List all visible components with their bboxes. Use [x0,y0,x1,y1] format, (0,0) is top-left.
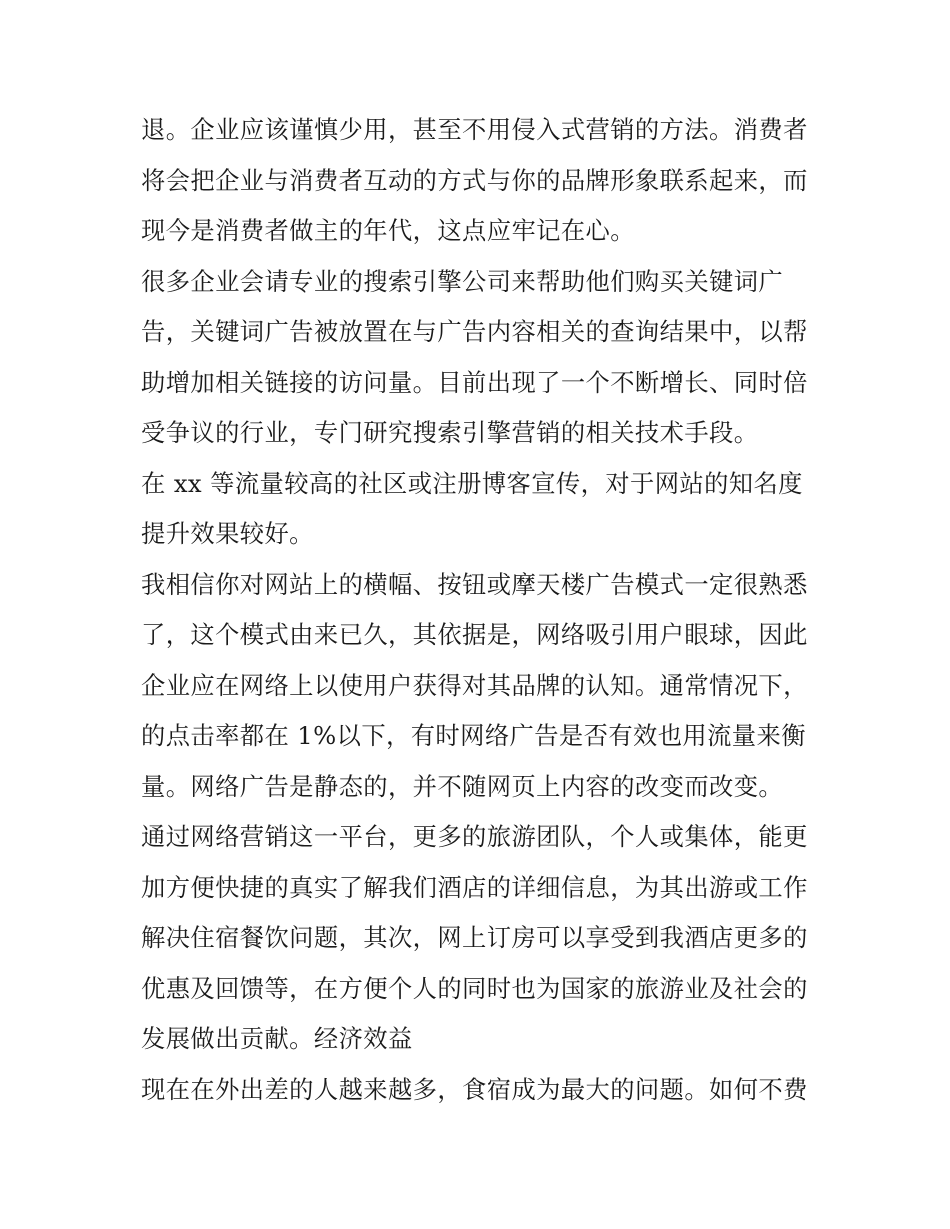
text-line: 我相信你对网站上的横幅、按钮或摩天楼广告模式一定很熟悉 [141,569,808,599]
text-line: 现今是消费者做主的年代，这点应牢记在心。 [141,216,635,245]
paragraph-5 [141,812,821,1065]
text-line: 受争议的行业，专门研究搜索引擎营销的相关技术手段。 [141,418,759,447]
text-line: 加方便快捷的真实了解我们酒店的详细信息，为其出游或工作 [141,872,808,902]
paragraph-3 [141,459,821,560]
text-line: 了，这个模式由来已久，其依据是，网络吸引用户眼球，因此 [141,620,808,649]
text-line: 退。企业应该谨慎少用，甚至不用侵入式营销的方法。消费者 [141,115,808,144]
text-line: 优惠及回馈等，在方便个人的同时也为国家的旅游业及社会的 [141,973,808,1003]
text-line: 将会把企业与消费者互动的方式与你的品牌形象联系起来，而 [141,165,808,195]
text-line: 助增加相关链接的访问量。目前出现了一个不断增长、同时倍 [141,367,808,397]
text-line: 现在在外出差的人越来越多，食宿成为最大的问题。如何不费 [141,1074,808,1104]
text-line: 很多企业会请专业的搜索引擎公司来帮助他们购买关键词广 [141,266,784,296]
paragraph-6 [141,1065,821,1116]
paragraph-1 [141,105,821,257]
text-line: 量。网络广告是静态的，并不随网页上内容的改变而改变。 [141,771,784,801]
paragraph-2 [141,257,821,459]
text-line: 的点击率都在 1%以下，有时网络广告是否有效也用流量来衡 [141,721,806,750]
text-line: 通过网络营销这一平台，更多的旅游团队，个人或集体，能更 [141,822,808,851]
text-line: 企业应在网络上以使用户获得对其品牌的认知。通常情况下， [141,670,808,700]
text-line: 解决住宿餐饮问题，其次，网上订房可以享受到我酒店更多的 [141,923,808,952]
text-line: 发展做出贡献。经济效益 [141,1024,413,1053]
text-line: 在 xx 等流量较高的社区或注册博客宣传，对于网站的知名度 [141,468,803,498]
document-body [141,105,821,1115]
text-line: 提升效果较好。 [141,519,314,548]
paragraph-4 [141,560,821,813]
text-line: 告，关键词广告被放置在与广告内容相关的查询结果中，以帮 [141,317,808,346]
